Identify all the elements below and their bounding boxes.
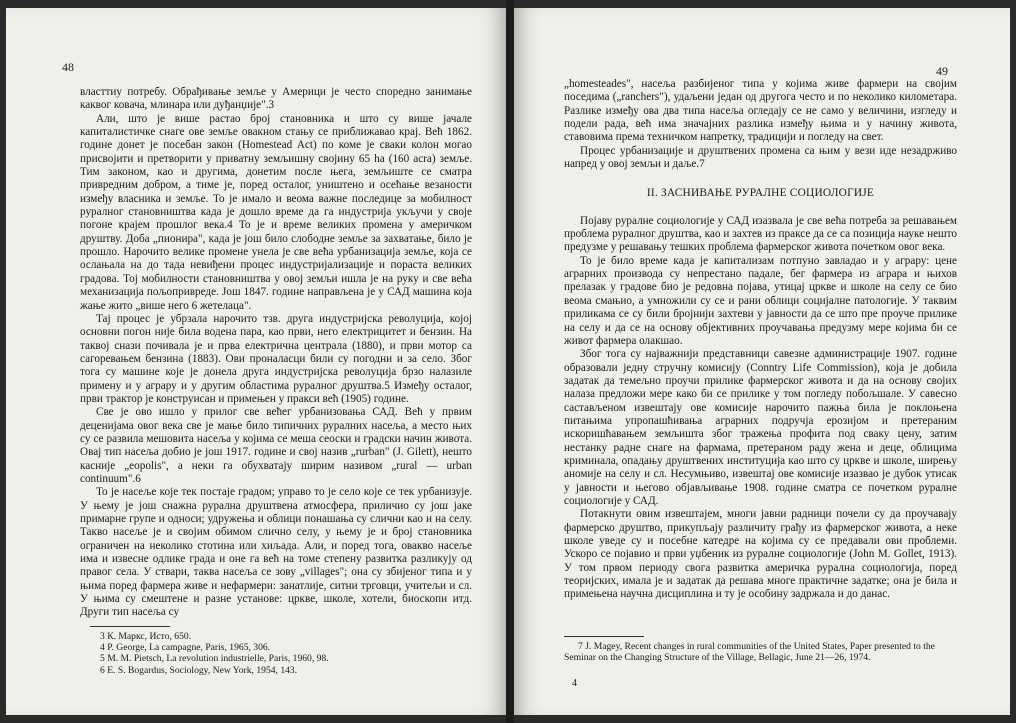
left-footnotes — [90, 620, 470, 676]
page-number: 49 — [936, 64, 948, 78]
paragraph: Због тога су најважнији представници савезне администрације 1907. године образовали једну стручну комисију (Conntry Life Commission), која је добила задатак да темељно проучи прилике фармерског живота и да на основу својих налаза предложи мере како би се прилике у том погледу побољшале. У савесно састављеном извештају ове комисије нарочито пажња била је поклоњена питањима упропашћивања аграрних подручја ерозијом и претераним искоришћавањем земљишта због тражења профита под сваку цену, затим нестанку радне снаге на фармама, претераном раду жена и деце, облицима криминала, опадању друштвених институција као што су цркве и школе, ширењу аномије на селу и сл. Несумњиво, извештај ове комисије изазвао је дубок утисак у јавности и његово објављивање 1908. године сматра се почетком руралне социологије у САД. — [564, 348, 957, 507]
footnote: 6 E. S. Bogardus, Sociology, New York, 1954, 143. — [100, 664, 298, 676]
left-body-text — [80, 86, 472, 620]
paragraph: Али, што је више растао број становника и што су више јачале капиталистичке снаге ове земље овакном стању се приближавао крај. Већ 1862. године донет је посебан закон (Homestead Act) по коме је сваки колон могао присвојити и претворити у приватну земљишну својину 65 ha (160 acra) земље. Тим законом, као и другима, донетим после њега, земљиште се сматра привредним добром, а тиме је, поред осталог, уништено и осећање везаности између власника и земље. То је имало и веома важне последице за мобилност руралног становништва када је дошло време да га индустрија укључи у своје погоне крајем прошлог века.4 То је и време великих промена у америчком друштву. Доба „пионира", када је још било слободне земље за захватање, било је прошло. Нарочито велике промене унела је све већа урбанизација земље, која се ослањала на до тада невиђени процес индустријализације и пораста великих градова. Тој мобилности становништва у овој земљи ишла је на руку и све већа механизација пољопривреде. Још 1847. године направљена је у САД машина која жање жито „више него 6 жетелаца". — [80, 112, 472, 312]
footnote: 7 J. Magey, Recent changes in rural communities of the United States, Paper presented to the Seminar on the Changing Structure of the Village, Bellagic, June 21—26, 1974. — [564, 641, 935, 664]
signature-mark: 4 — [572, 678, 577, 689]
paragraph: „homesteades", насеља разбијеног типа у којима живе фармери на својим поседима („ranchers"), удаљени један од другога често и по неколико километара. Разлике између ова два типа насеља огледају се не само у величини, изгледу и подели рада, већ има значајних разлика између њима и у начину живота, ставовима према техничком напретку, традицији и погледу на свет. — [564, 78, 957, 144]
right-footnotes — [564, 630, 957, 663]
section-heading: II. ЗАСНИВАЊЕ РУРАЛНЕ СОЦИОЛОГИЈЕ — [646, 187, 875, 200]
footnote-rule — [90, 626, 170, 627]
right-page — [514, 8, 1010, 715]
paragraph: Појаву руралне социологије у САД изазвала је све већа потреба за решавањем проблема руралног друштва, као и захтев из праксе да се са позиција науке нешто предузме у решавању тешких проблема фармерског живота почетком овог века. — [564, 214, 957, 254]
left-page — [6, 8, 506, 715]
paragraph: власттиу потребу. Обрађивање земље у Америци је често споредно занимање каквог ковача, млинара или дуђанџије".3 — [80, 86, 472, 112]
book-gutter — [506, 0, 514, 723]
footnote: 3 К. Маркс, Исто, 650. — [100, 631, 192, 642]
footnote: 4 P. George, La campagne, Paris, 1965, 306. — [100, 642, 271, 654]
paragraph: Све је ово ишло у прилог све већег урбанизовања САД. Већ у првим деценијама овог века све је мање било типичних руралних насеља, а место њих су се развила мешовита насеља у којима се меша сеоски и градски начин живота. Овај тип насеља добио је још 1917. године и свој назив „rurban" (J. Gilett), нешто касније „eopolis", а неки га обухватају ширим називом „rural — urban continuum".6 — [80, 406, 472, 485]
paragraph: Потакнути овим извештајем, многи јавни радници почели су да проучавају фармерско друштво, прикупљају различиту грађу из фармерског живота, а неке школе уведе су и посебне катедре на којима су се предавали ови проблеми. Ускоро се појавио и први уџбеник из руралне социологије (John M. Gollet, 1913). У том првом периоду свога развитка америчка рурална социологија, поред теоријских, имала је и задатак да решава многе практичне задатке; она је била и примењена научна дисциплина и ту је особину задржала и до данас. — [564, 508, 957, 601]
right-body-text — [564, 78, 957, 602]
paragraph: То је било време када је капитализам потпуно завладао и у аграру: цене аграрних производа су непрестано падале, бег фармера из аграра и њихов прелазак у градове био је редовна појава, утицај цркве и школе на селу се био веома смањио, а умножили су се и рани облици социјалне патологије. У таквим приликама се су били бројнији захтеви у јавности да се што пре проуче прилике на селу и да се на основу објективних проучавања предузму мере којима би се живот фармера олакшао. — [564, 254, 957, 347]
paragraph: Тај процес је убрзала нарочито тзв. друга индустријска револуција, којој основни погон није била водена пара, као први, него електрицитет и бензин. На таквој снази почивала је и прва електрична централа (1880), и први мотор са сагоревањем бензина (1883). Ови проналасци били су погодни и за село. Због тога су машине које је донела друга индустријска револуција брзо налазиле примену и у аграру и у другим областима руралног друштва.5 Између осталог, први трактор је конструисан и примењен у пракси већ (1905) године. — [80, 312, 472, 405]
paragraph: То је насеље које тек постаје градом; управо то је село које се тек урбанизује. У њему је још снажна рурална друштвена атмосфера, приличио су још јаке примарне групе и односи; удружења и облици понашања су слични као и на селу. Такво насеље је и својим обимом слично селу, у њему је и број становника ограничен на неколико стотина или хиљада. Али, и поред тога, овакво насеље има и извесне одлике града и оне га већ на томе степену развитка разликују од правог села. У ствари, таква насеља се зову „villages"; она су збијеног типа и у њима поред фармера живе и нефармери: занатлије, ситни трговци, учитељи и сл. У њима су смештене и разне установе: цркве, школе, хотели, биоскопи итд. Други тип насеља су — [80, 486, 472, 619]
paragraph: Процес урбанизације и друштвених промена са њим у вези иде незадрживо напред у овој земљи и даље.7 — [564, 144, 957, 171]
footnote-rule — [564, 636, 644, 637]
footnote: 5 M. M. Pietsch, La revolution industrielle, Paris, 1960, 98. — [100, 653, 329, 665]
page-number: 48 — [62, 60, 74, 74]
